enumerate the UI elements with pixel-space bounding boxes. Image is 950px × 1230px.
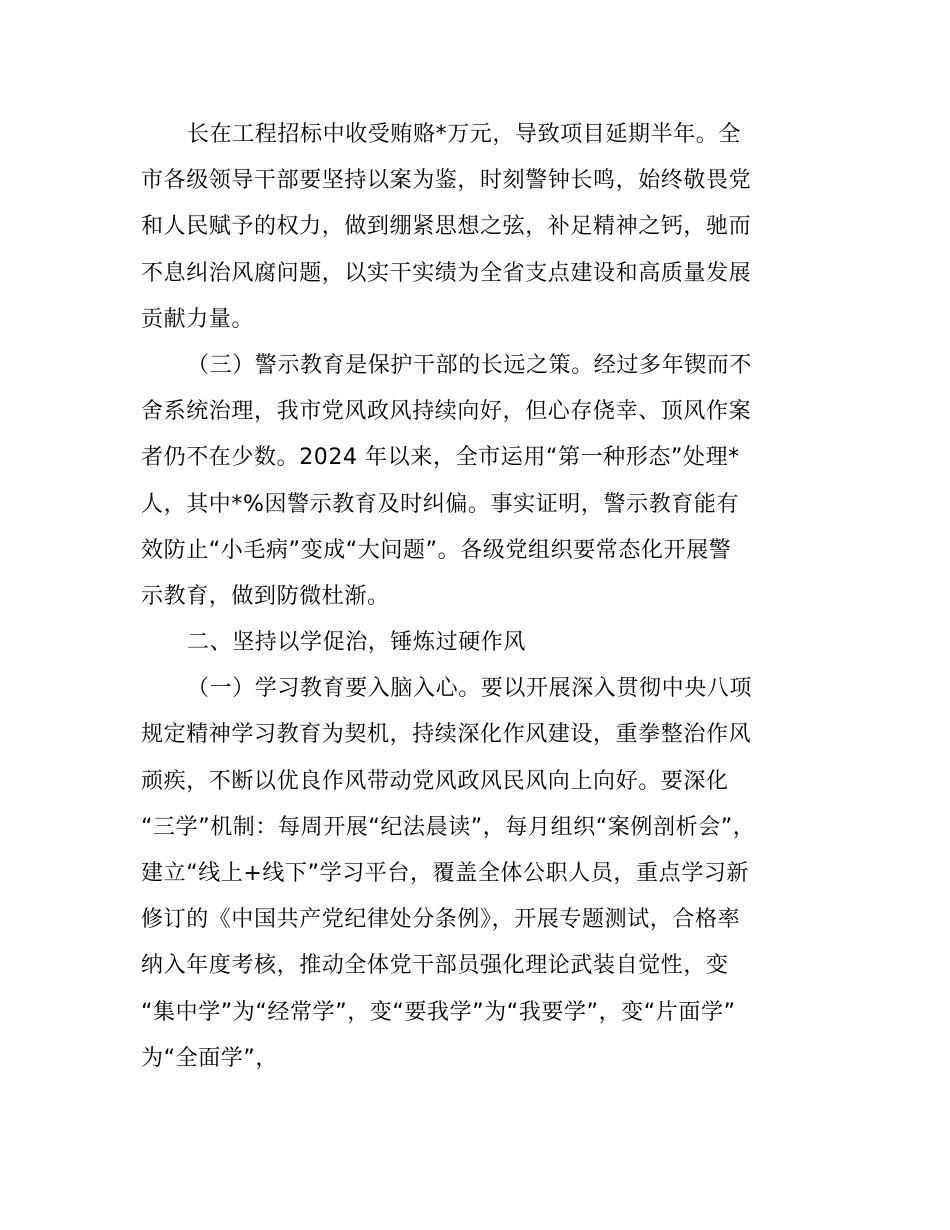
paragraph-line: 规定精神学习教育为契机，持续深化作风建设，重拳整治作风 [141,722,752,748]
paragraph-line: 示教育，做到防微杜渐。 [141,583,390,609]
paragraph-line: 贡献力量。 [141,306,255,332]
paragraph-line: （一）学习教育要入脑入心。要以开展深入贯彻中央八项 [187,676,753,702]
paragraph-line: 纳入年度考核，推动全体党干部员强化理论武装自觉性，变 [141,953,729,979]
paragraph-line: 人，其中*%因警示教育及时纠偏。事实证明，警示教育能有 [141,491,740,517]
paragraph-line: 和人民赋予的权力，做到绷紧思想之弦，补足精神之钙，驰而 [141,214,752,240]
paragraph-line: 市各级领导干部要坚持以案为鉴，时刻警钟长鸣，始终敬畏党 [141,168,752,194]
paragraph-line: 顽疾，不断以优良作风带动党风政风民风向上向好。要深化 [141,768,729,794]
paragraph-line: 修订的《中国共产党纪律处分条例》，开展专题测试，合格率 [141,907,741,933]
paragraph-line: 效防止“小毛病”变成“大问题”。各级党组织要常态化开展警 [141,537,732,563]
paragraph-line: 建立“线上+线下”学习平台，覆盖全体公职人员，重点学习新 [141,861,750,886]
paragraph-line: 长在工程招标中收受贿赂*万元，导致项目延期半年。全 [187,122,742,147]
document-body [141,112,831,1082]
paragraph-line: 者仍不在少数。2024 年以来，全市运用“第一种形态”处理* [141,445,740,471]
paragraph-line: 舍系统治理，我市党风政风持续向好，但心存侥幸、顶风作案 [141,399,752,425]
paragraph-line: 为“全面学”， [141,1045,278,1071]
paragraph-line: “集中学”为“经常学”，变“要我学”为“我要学”，变“片面学” [141,999,736,1025]
paragraph-line: （三）警示教育是保护干部的长远之策。经过多年锲而不 [187,352,753,378]
section-heading: 二、坚持以学促治，锤炼过硬作风 [187,630,527,656]
paragraph-line: “三学”机制：每周开展“纪法晨读”，每月组织“案例剖析会”， [141,814,756,840]
paragraph-line: 不息纠治风腐问题，以实干实绩为全省支点建设和高质量发展 [141,260,752,286]
